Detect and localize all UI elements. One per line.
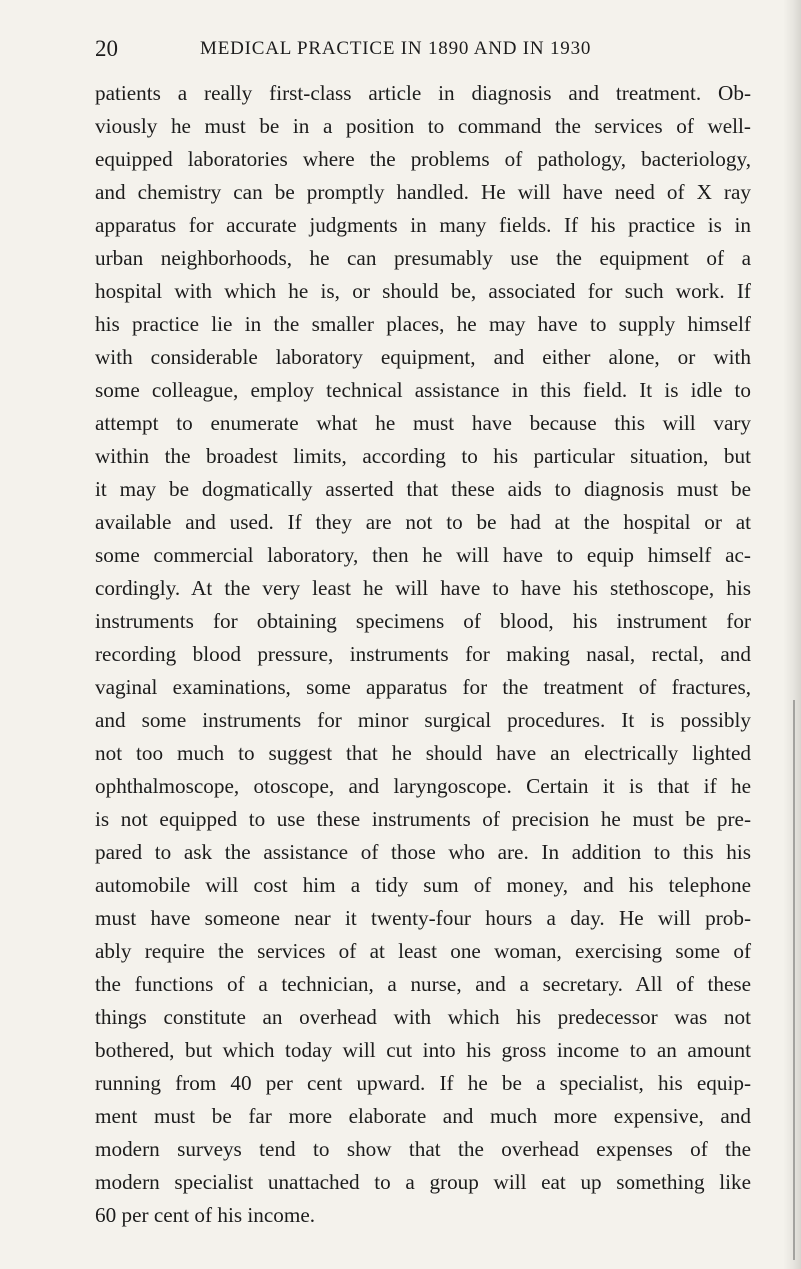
text-line: and chemistry can be promptly handled. He will have need of X ray — [95, 180, 751, 204]
text-line: urban neighborhoods, he can presumably use the equipment of a — [95, 246, 751, 270]
page-edge-shadow — [783, 0, 801, 1269]
running-title: MEDICAL PRACTICE IN 1890 AND IN 1930 — [200, 38, 592, 59]
text-line: ably require the services of at least one woman, exercising some of — [95, 939, 751, 963]
text-line: his practice lie in the smaller places, he may have to supply himself — [95, 312, 751, 336]
text-line: running from 40 per cent upward. If he be a specialist, his equip- — [95, 1071, 751, 1095]
text-line: modern surveys tend to show that the overhead expenses of the — [95, 1137, 751, 1161]
text-line: within the broadest limits, according to his particular situation, but — [95, 444, 751, 468]
text-line: equipped laboratories where the problems of pathology, bacteriology, — [95, 147, 751, 171]
text-line: attempt to enumerate what he must have because this will vary — [95, 411, 751, 435]
text-line: things constitute an overhead with which his predecessor was not — [95, 1005, 751, 1029]
body-paragraph — [95, 77, 751, 1232]
text-line: some colleague, employ technical assistance in this field. It is idle to — [95, 378, 751, 402]
text-line: vaginal examinations, some apparatus for the treatment of fractures, — [95, 675, 751, 699]
text-line: viously he must be in a position to command the services of well- — [95, 114, 751, 138]
text-line: instruments for obtaining specimens of blood, his instrument for — [95, 609, 751, 633]
text-line: automobile will cost him a tidy sum of money, and his telephone — [95, 873, 751, 897]
text-line: with considerable laboratory equipment, and either alone, or with — [95, 345, 751, 369]
text-line: the functions of a technician, a nurse, and a secretary. All of these — [95, 972, 751, 996]
text-line: some commercial laboratory, then he will have to equip himself ac- — [95, 543, 751, 567]
text-line: recording blood pressure, instruments for making nasal, rectal, and — [95, 642, 751, 666]
text-line: ophthalmoscope, otoscope, and laryngoscope. Certain it is that if he — [95, 774, 751, 798]
running-head — [0, 34, 801, 64]
text-line: available and used. If they are not to be had at the hospital or at — [95, 510, 751, 534]
text-line: apparatus for accurate judgments in many fields. If his practice is in — [95, 213, 751, 237]
text-line: is not equipped to use these instruments of precision he must be pre- — [95, 807, 751, 831]
text-line: it may be dogmatically asserted that these aids to diagnosis must be — [95, 477, 751, 501]
text-line: and some instruments for minor surgical procedures. It is possibly — [95, 708, 751, 732]
page-number: 20 — [95, 36, 118, 61]
text-line: 60 per cent of his income. — [95, 1203, 316, 1227]
text-line: not too much to suggest that he should have an electrically lighted — [95, 741, 751, 765]
text-line: must have someone near it twenty-four hours a day. He will prob- — [95, 906, 751, 930]
text-line: bothered, but which today will cut into his gross income to an amount — [95, 1038, 751, 1062]
text-line: pared to ask the assistance of those who are. In addition to this his — [95, 840, 751, 864]
text-line: modern specialist unattached to a group will eat up something like — [95, 1170, 751, 1194]
text-line: cordingly. At the very least he will have to have his stethoscope, his — [95, 576, 751, 600]
text-line: ment must be far more elaborate and much more expensive, and — [95, 1104, 751, 1128]
page-edge-line — [793, 700, 795, 1260]
text-line: hospital with which he is, or should be, associated for such work. If — [95, 279, 751, 303]
text-line: patients a really first-class article in diagnosis and treatment. Ob- — [95, 81, 751, 105]
